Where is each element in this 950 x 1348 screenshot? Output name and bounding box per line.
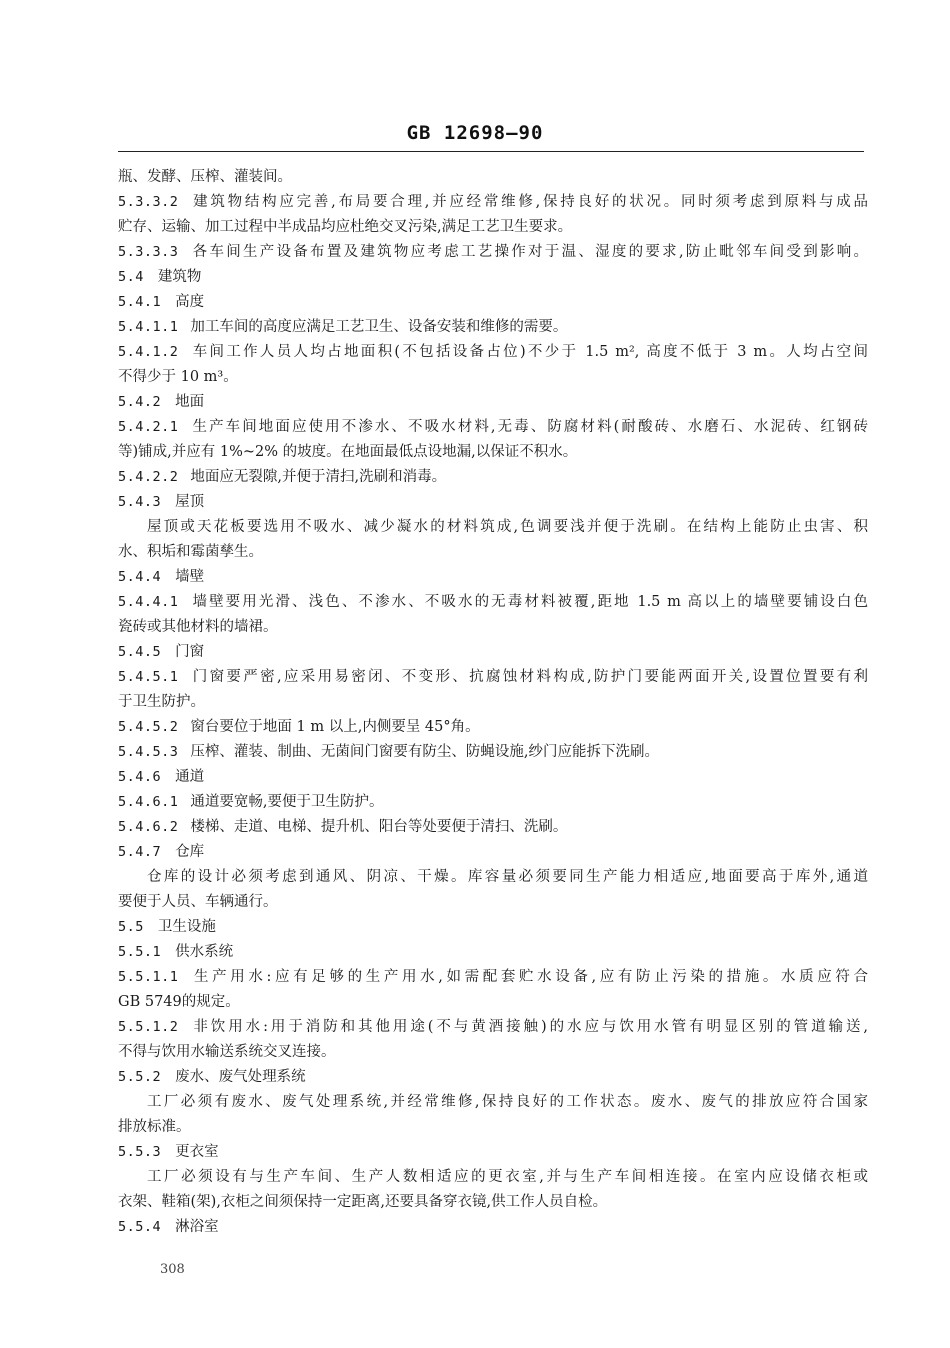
clause-number: 5.4.5.3	[118, 744, 179, 760]
clause-text: 瓶、发酵、压榨、灌装间。	[118, 169, 292, 185]
text-line	[118, 865, 868, 890]
clause-number: 5.4.6.1	[118, 794, 179, 810]
clause-text: 仓库	[175, 844, 205, 860]
clause-number: 5.4.6.2	[118, 819, 179, 835]
clause-text: 高度	[175, 294, 205, 310]
text-line	[118, 165, 868, 190]
text-line	[118, 615, 868, 640]
clause-number: 5.5.1.2	[118, 1019, 179, 1035]
clause-text: 加工车间的高度应满足工艺卫生、设备安装和维修的需要。	[190, 319, 568, 335]
clause-number: 5.5.4	[118, 1219, 162, 1235]
clause-number: 5.5.1	[118, 944, 162, 960]
clause-number: 5.4.6	[118, 769, 162, 785]
text-line	[118, 1015, 868, 1040]
clause-number: 5.4.5.2	[118, 719, 179, 735]
clause-text: 各车间生产设备布置及建筑物应考虑工艺操作对于温、湿度的要求,防止毗邻车间受到影响。	[190, 244, 868, 260]
text-line	[118, 190, 868, 215]
text-line	[118, 540, 868, 565]
clause-text: 门窗	[175, 644, 205, 660]
clause-text: 建筑物结构应完善,布局要合理,并应经常维修,保持良好的状况。同时须考虑到原料与成品	[190, 194, 868, 210]
clause-text: 更衣室	[175, 1144, 219, 1160]
text-line	[118, 590, 868, 615]
clause-text: 卫生设施	[157, 919, 216, 935]
clause-text: 车间工作人员人均占地面积(不包括设备占位)不少于 1.5 m², 高度不低于 3 m。人均占空间	[190, 344, 868, 360]
text-line	[118, 415, 868, 440]
clause-text: 屋顶	[175, 494, 205, 510]
clause-text: 屋顶或天花板要选用不吸水、减少凝水的材料筑成,色调要浅并便于洗刷。在结构上能防止虫害、积	[147, 519, 868, 535]
section-heading	[118, 940, 868, 965]
clause-text: 仓库的设计必须考虑到通风、阴凉、干燥。库容量必须要同生产能力相适应,地面要高于库外,通道	[147, 869, 868, 885]
clause-number: 5.4.5.1	[118, 669, 179, 685]
text-line	[118, 515, 868, 540]
section-heading	[118, 765, 868, 790]
clause-text: 贮存、运输、加工过程中半成品均应杜绝交叉污染,满足工艺卫生要求。	[118, 219, 573, 235]
clause-text: 水、积垢和霉菌孳生。	[118, 544, 263, 560]
section-heading	[118, 1065, 868, 1090]
text-line	[118, 215, 868, 240]
clause-number: 5.4.2.1	[118, 419, 179, 435]
text-line	[118, 315, 868, 340]
text-line	[118, 790, 868, 815]
clause-number: 5.4.4.1	[118, 594, 179, 610]
text-line	[118, 740, 868, 765]
clause-number: 5.4.2	[118, 394, 162, 410]
section-heading	[118, 640, 868, 665]
clause-text: 非饮用水:用于消防和其他用途(不与黄酒接触)的水应与饮用水管有明显区别的管道输送,	[190, 1019, 868, 1035]
clause-text: 墙壁	[175, 569, 205, 585]
section-heading	[118, 490, 868, 515]
clause-number: 5.4.5	[118, 644, 162, 660]
text-line	[118, 465, 868, 490]
clause-number: 5.4.1.1	[118, 319, 179, 335]
clause-text: 不得少于 10 m³。	[118, 369, 238, 385]
clause-text: GB 5749的规定。	[118, 994, 240, 1010]
section-heading	[118, 390, 868, 415]
text-line	[118, 340, 868, 365]
clause-number: 5.4.1.2	[118, 344, 179, 360]
clause-text: 工厂必须设有与生产车间、生产人数相适应的更衣室,并与生产车间相连接。在室内应设储衣柜或	[147, 1169, 868, 1185]
text-line	[118, 1040, 868, 1065]
clause-text: 于卫生防护。	[118, 694, 205, 710]
text-line	[118, 715, 868, 740]
clause-text: 压榨、灌装、制曲、无菌间门窗要有防尘、防蝇设施,纱门应能拆下洗刷。	[190, 744, 660, 760]
clause-text: 不得与饮用水输送系统交叉连接。	[118, 1044, 336, 1060]
clause-number: 5.5	[118, 919, 144, 935]
clause-text: 建筑物	[157, 269, 202, 285]
section-heading	[118, 265, 868, 290]
clause-text: 淋浴室	[175, 1219, 219, 1235]
clause-text: 通道	[175, 769, 205, 785]
clause-text: 供水系统	[175, 944, 234, 960]
clause-number: 5.5.3	[118, 1144, 162, 1160]
text-line	[118, 690, 868, 715]
clause-text: 窗台要位于地面 1 m 以上,内侧要呈 45°角。	[190, 719, 480, 735]
text-line	[118, 665, 868, 690]
clause-number: 5.4	[118, 269, 144, 285]
clause-text: 通道要宽畅,要便于卫生防护。	[190, 794, 384, 810]
clause-text: 生产用水:应有足够的生产用水,如需配套贮水设备,应有防止污染的措施。水质应符合	[190, 969, 868, 985]
text-line	[118, 240, 868, 265]
section-heading	[118, 840, 868, 865]
clause-text: 瓷砖或其他材料的墙裙。	[118, 619, 278, 635]
clause-number: 5.3.3.2	[118, 194, 179, 210]
page-number: 308	[160, 1262, 185, 1277]
text-line	[118, 1115, 868, 1140]
clause-number: 5.4.3	[118, 494, 162, 510]
clause-text: 衣架、鞋箱(架),衣柜之间须保持一定距离,还要具备穿衣镜,供工作人员自检。	[118, 1194, 608, 1210]
document-body	[118, 165, 868, 1240]
clause-text: 要便于人员、车辆通行。	[118, 894, 278, 910]
clause-number: 5.5.1.1	[118, 969, 179, 985]
text-line	[118, 990, 868, 1015]
text-line	[118, 890, 868, 915]
clause-number: 5.4.7	[118, 844, 162, 860]
header-rule	[118, 151, 864, 152]
document-code-header: GB 12698—90	[406, 122, 544, 144]
text-line	[118, 1165, 868, 1190]
clause-text: 等)铺成,并应有 1%~2% 的坡度。在地面最低点设地漏,以保证不积水。	[118, 444, 578, 460]
clause-number: 5.3.3.3	[118, 244, 179, 260]
clause-number: 5.4.1	[118, 294, 162, 310]
text-line	[118, 1190, 868, 1215]
text-line	[118, 815, 868, 840]
clause-number: 5.5.2	[118, 1069, 162, 1085]
clause-text: 门窗要严密,应采用易密闭、不变形、抗腐蚀材料构成,防护门要能两面开关,设置位置要有利	[190, 669, 868, 685]
section-heading	[118, 915, 868, 940]
section-heading	[118, 1215, 868, 1240]
clause-text: 工厂必须有废水、废气处理系统,并经常维修,保持良好的工作状态。废水、废气的排放应符合国家	[147, 1094, 868, 1110]
clause-text: 地面	[175, 394, 205, 410]
clause-number: 5.4.4	[118, 569, 162, 585]
text-line	[118, 365, 868, 390]
text-line	[118, 440, 868, 465]
text-line	[118, 1090, 868, 1115]
section-heading	[118, 1140, 868, 1165]
clause-text: 墙壁要用光滑、浅色、不渗水、不吸水的无毒材料被覆,距地 1.5 m 高以上的墙壁要铺设白色	[190, 594, 868, 610]
clause-text: 生产车间地面应使用不渗水、不吸水材料,无毒、防腐材料(耐酸砖、水磨石、水泥砖、红钢砖	[190, 419, 868, 435]
section-heading	[118, 290, 868, 315]
clause-text: 排放标准。	[118, 1119, 191, 1135]
clause-text: 楼梯、走道、电梯、提升机、阳台等处要便于清扫、洗刷。	[190, 819, 568, 835]
clause-text: 废水、废气处理系统	[175, 1069, 306, 1085]
clause-number: 5.4.2.2	[118, 469, 179, 485]
text-line	[118, 965, 868, 990]
section-heading	[118, 565, 868, 590]
clause-text: 地面应无裂隙,并便于清扫,洗刷和消毒。	[190, 469, 447, 485]
